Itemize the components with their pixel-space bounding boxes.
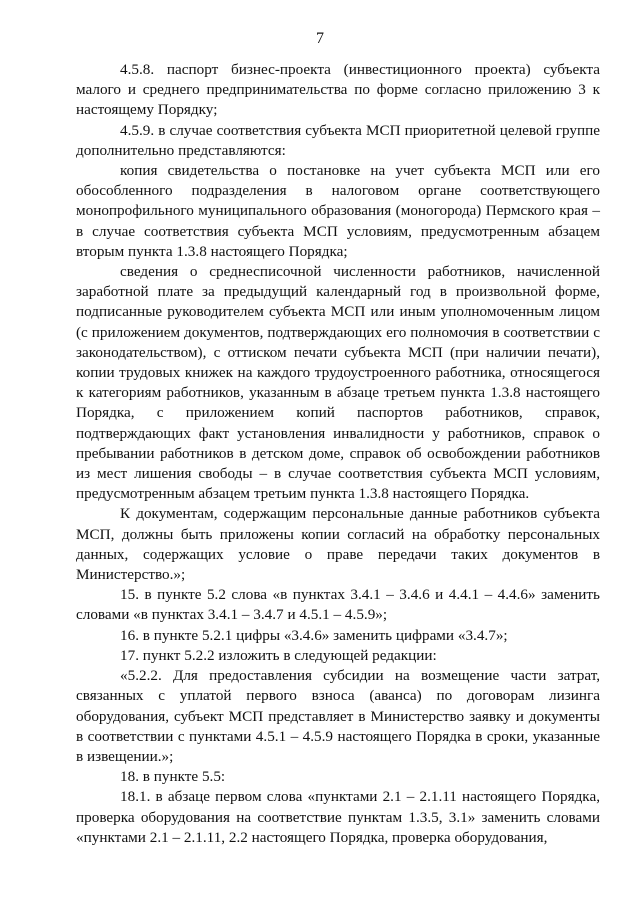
paragraph-tax-certificate: копия свидетельства о постановке на учет субъекта МСП или его обособленного подразделения в налоговом органе соответствующего монопрофильного муниципального образования (моногорода) Пермского края – в случае соответствия субъекта МСП условиям, предусмотренным абзацем вторым пункта 1.3.8 настоящего Порядка; bbox=[76, 162, 600, 260]
paragraph-item-15: 15. в пункте 5.2 слова «в пунктах 3.4.1 – 3.4.6 и 4.4.1 – 4.4.6» заменить словами «в пунктах 3.4.1 – 3.4.7 и 4.5.1 – 4.5.9»; bbox=[76, 586, 600, 624]
paragraph-item-17: 17. пункт 5.2.2 изложить в следующей редакции: bbox=[120, 646, 437, 664]
paragraph-item-18-1: 18.1. в абзаце первом слова «пунктами 2.1 – 2.1.11 настоящего Порядка, проверка оборудования на соответствие пунктам 1.3.5, 3.1» заменить словами «пунктами 2.1 – 2.1.11, 2.2 настоящего Порядка, проверка оборудования, bbox=[76, 788, 600, 846]
paragraph-item-18: 18. в пункте 5.5: bbox=[120, 768, 226, 786]
paragraph-personal-data: К документам, содержащим персональные данные работников субъекта МСП, должны быть приложены копии согласий на обработку персональных данных, содержащих условие о праве передачи таких документов в Министерство.»; bbox=[76, 505, 600, 584]
paragraph-item-16: 16. в пункте 5.2.1 цифры «3.4.6» заменить цифрами «3.4.7»; bbox=[120, 626, 508, 644]
paragraph-4-5-8: 4.5.8. паспорт бизнес-проекта (инвестиционного проекта) субъекта малого и среднего предпринимательства по форме согласно приложению 3 к настоящему Порядку; bbox=[76, 61, 600, 119]
page-number: 7 bbox=[316, 30, 324, 47]
document-body bbox=[76, 60, 600, 848]
paragraph-employee-info: сведения о среднесписочной численности работников, начисленной заработной плате за предыдущий календарный год в произвольной форме, подписанные руководителем субъекта МСП или иным уполномоченным лицом (с приложением документов, подтверждающих его полномочия в соответствии с законодательством), с оттиском печати субъекта МСП (при наличии печати), копии трудовых книжек на каждого трудоустроенного работника, относящегося к категориям работников, указанным в абзаце третьем пункта 1.3.8 настоящего Порядка, с приложением копий паспортов работников, справок, подтверждающих факт установления инвалидности у работников, справок о пребывании работников в детском доме, справок об освобождении работников из мест лишения свободы – в случае соответствия субъекта МСП условиям, предусмотренным абзацем третьим пункта 1.3.8 настоящего Порядка. bbox=[76, 263, 600, 503]
paragraph-5-2-2: «5.2.2. Для предоставления субсидии на возмещение части затрат, связанных с уплатой первого взноса (аванса) по договорам лизинга оборудования, субъект МСП представляет в Министерство заявку и документы в соответствии с пунктами 4.5.1 – 4.5.9 настоящего Порядка в сроки, указанные в извещении.»; bbox=[76, 667, 600, 765]
paragraph-4-5-9: 4.5.9. в случае соответствия субъекта МСП приоритетной целевой группе дополнительно представляются: bbox=[76, 121, 600, 159]
